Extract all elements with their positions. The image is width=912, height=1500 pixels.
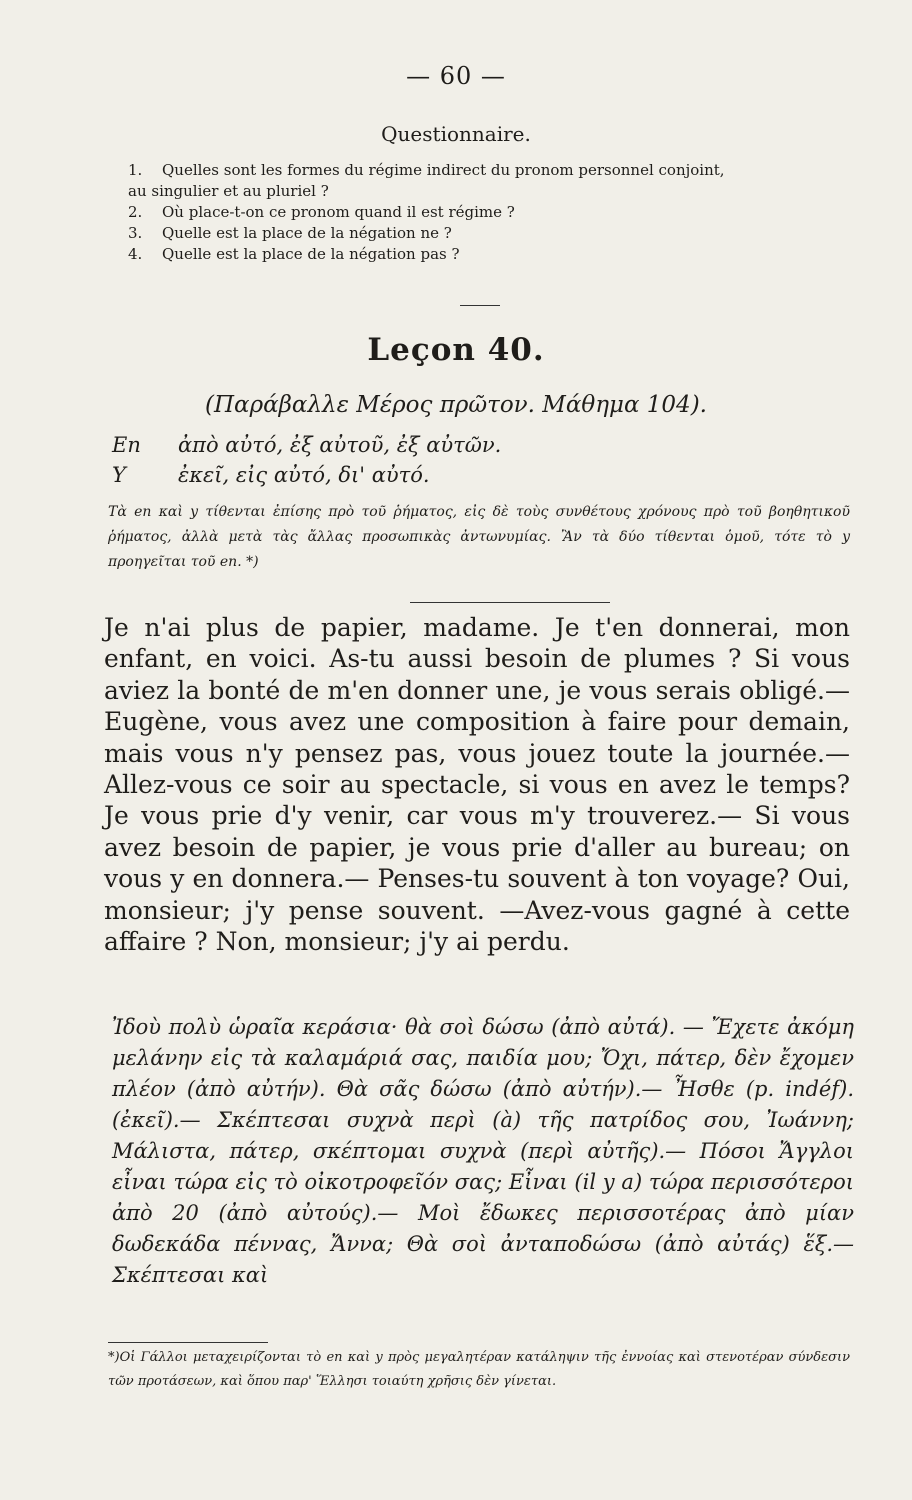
question-item xyxy=(128,244,848,265)
questionnaire-title: Questionnaire. xyxy=(381,122,531,146)
question-text: Quelle est la place de la négation pas ? xyxy=(162,245,460,263)
question-text: Où place-t-on ce pronom quand il est régime ? xyxy=(162,203,515,221)
footnote: *)Οἱ Γάλλοι μεταχειρίζονται τὸ en καὶ y πρὸς μεγαλητέραν κατάληψιν τῆς ἐννοίας καὶ στενοτέραν σύνδεσιν τῶν προτάσεων, καὶ ὅπου παρ' Ἕλλησι τοιαύτη χρῆσις δὲν γίνεται. xyxy=(108,1350,850,1389)
question-item xyxy=(128,223,848,244)
section-divider xyxy=(460,305,500,306)
question-continuation: au singulier et au pluriel ? xyxy=(128,182,329,200)
question-number: 1. xyxy=(128,161,143,179)
form-translation: ἀπὸ αὐτό, ἐξ αὐτοῦ, ἐξ αὐτῶν. xyxy=(178,433,502,457)
form-key: En xyxy=(112,433,141,457)
text-divider xyxy=(410,602,610,603)
form-row xyxy=(112,430,712,460)
form-key: Y xyxy=(112,463,126,487)
question-list xyxy=(128,160,848,265)
greek-exercise: Ἰδοὺ πολὺ ὡραῖα κεράσια· θὰ σοὶ δώσω (ἀπὸ αὐτά). — Ἔχετε ἀκόμη μελάνην εἰς τὰ καλαμάριά σας, παιδία μου; Ὄχι, πάτερ, δὲν ἔχομεν πλέον (ἀπὸ αὐτήν). Θὰ σᾶς δώσω (ἀπὸ αὐτήν).— Ἦσθε (p. indéf). (ἐκεῖ).— Σκέπτεσαι συχνὰ περὶ (à) τῆς πατρίδος σου, Ἰωάννη; Μάλιστα, πάτερ, σκέπτομαι συχνὰ (περὶ αὐτῆς).— Πόσοι Ἄγγλοι εἶναι τώρα εἰς τὸ οἰκοτροφεῖόν σας; Εἶναι (il y a) τώρα περισσότεροι ἀπὸ 20 (ἀπὸ αὐτούς).— Μοὶ ἔδωκες περισσοτέρας ἀπὸ μίαν δωδεκάδα πέννας, Ἄννα; Θὰ σοὶ ἀνταποδώσω (ἀπὸ αὐτάς) ἕξ.— Σκέπτεσαι καὶ xyxy=(112,1015,854,1287)
footnote-divider xyxy=(108,1342,268,1343)
grammar-note: Τὰ en καὶ y τίθενται ἐπίσης πρὸ τοῦ ῥήματος, εἰς δὲ τοὺς συνθέτους χρόνους πρὸ τοῦ βοηθητικοῦ ῥήματος, ἀλλὰ μετὰ τὰς ἄλλας προσωπικὰς ἀντωνυμίας. Ἂν τὰ δύο τίθενται ὁμοῦ, τότε τὸ y προηγεῖται τοῦ en. *) xyxy=(108,504,850,570)
form-row xyxy=(112,460,712,490)
question-number: 3. xyxy=(128,224,143,242)
question-text: Quelles sont les formes du régime indirect du pronom personnel conjoint, xyxy=(162,161,725,179)
lesson-reference: (Παράβαλλε Μέρος πρῶτον. Μάθημα 104). xyxy=(205,392,707,418)
french-exercise: Je n'ai plus de papier, madame. Je t'en donnerai, mon enfant, en voici. As-tu aussi besoin de plumes ? Si vous aviez la bonté de m'en donner une, je vous serais obligé.—Eugène, vous avez une composition à faire pour demain, mais vous n'y pensez pas, vous jouez toute la journée.— Allez-vous ce soir au spectacle, si vous en avez le temps? Je vous prie d'y venir, car vous m'y trouverez.— Si vous avez besoin de papier, je vous prie d'aller au bureau; on vous y en donnera.— Penses-tu souvent à ton voyage? Oui, monsieur; j'y pense souvent. —Avez-vous gagné à cette affaire ? Non, monsieur; j'y ai perdu. xyxy=(104,613,850,957)
pronoun-forms xyxy=(112,430,712,490)
question-number: 2. xyxy=(128,203,143,221)
question-text: Quelle est la place de la négation ne ? xyxy=(162,224,452,242)
question-item xyxy=(128,202,848,223)
question-number: 4. xyxy=(128,245,143,263)
lesson-title: Leçon 40. xyxy=(367,332,545,368)
page-number: — 60 — xyxy=(406,62,506,90)
question-item xyxy=(128,160,848,181)
form-translation: ἐκεῖ, εἰς αὐτό, δι' αὐτό. xyxy=(178,463,430,487)
